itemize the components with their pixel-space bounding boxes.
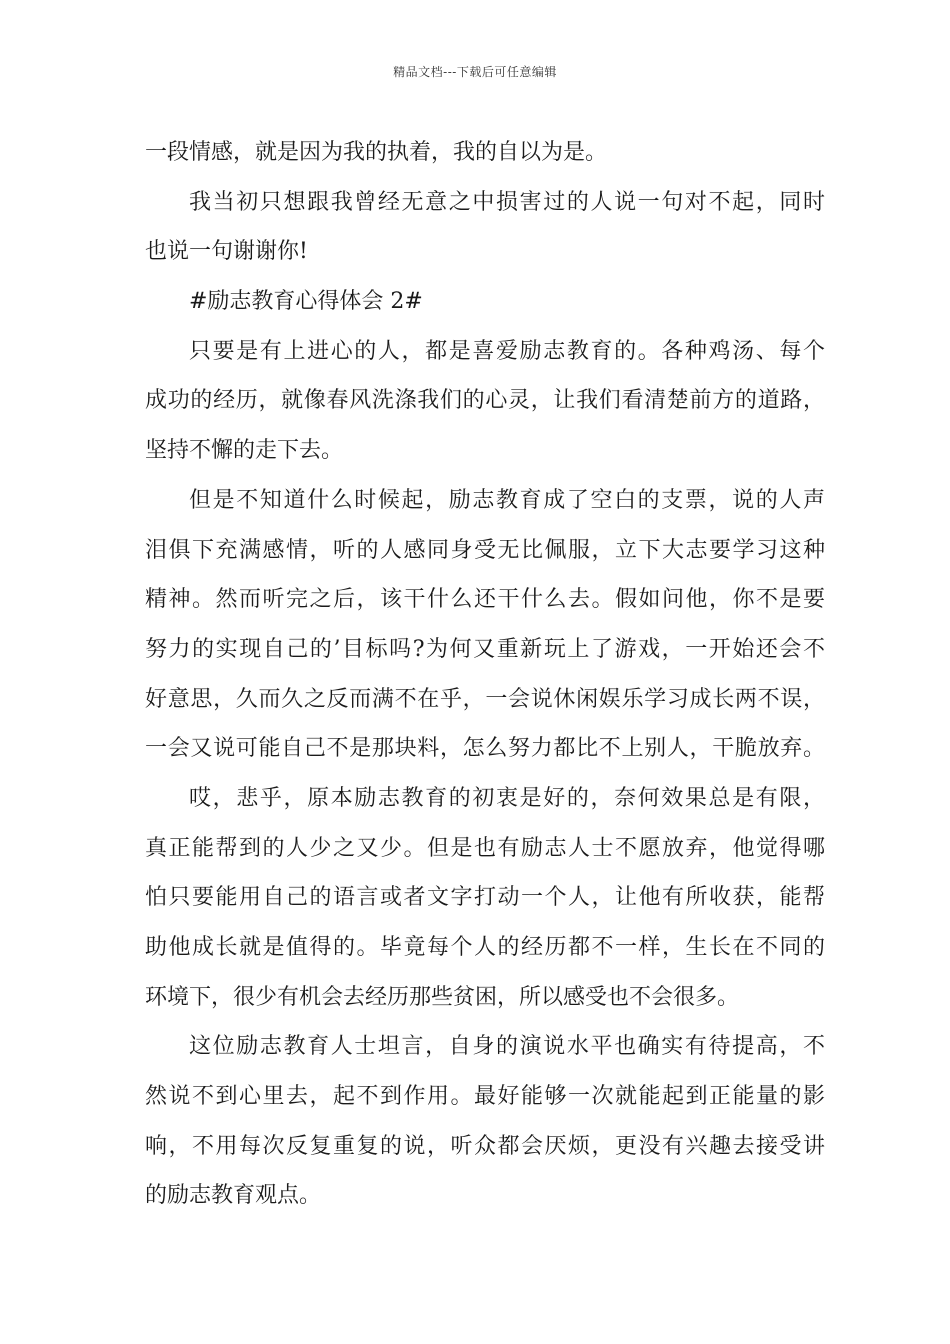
text-line: 坚持不懈的走下去。 xyxy=(145,438,344,464)
text-line: 我当初只想跟我曾经无意之中损害过的人说一句对不起，同时 xyxy=(189,189,825,215)
text-line: 但是不知道什么时候起，励志教育成了空白的支票，说的人声 xyxy=(189,487,825,513)
text-line: 只要是有上进心的人，都是喜爱励志教育的。各种鸡汤、每个 xyxy=(189,338,825,364)
text-line: 成功的经历，就像春风洗涤我们的心灵，让我们看清楚前方的道路， xyxy=(145,388,825,414)
text-line: 努力的实现自己的’目标吗?为何又重新玩上了游戏，一开始还会不 xyxy=(145,636,825,662)
text-line: 精神。然而听完之后，该干什么还干什么去。假如问他，你不是要 xyxy=(145,587,825,613)
text-line: 环境下，很少有机会去经历那些贫困，所以感受也不会很多。 xyxy=(145,984,740,1010)
text-line: 响，不用每次反复重复的说，听众都会厌烦，更没有兴趣去接受讲 xyxy=(145,1133,825,1159)
text-line: 泪俱下充满感情，听的人感同身受无比佩服，立下大志要学习这种 xyxy=(145,537,825,563)
text-line: 也说一句谢谢你! xyxy=(145,239,308,265)
text-line: 真正能帮到的人少之又少。但是也有励志人士不愿放弃，他觉得哪 xyxy=(145,835,825,861)
text-line: 这位励志教育人士坦言，自身的演说水平也确实有待提高，不 xyxy=(189,1034,825,1060)
text-line: 怕只要能用自己的语言或者文字打动一个人，让他有所收获，能帮 xyxy=(145,885,825,911)
document-body xyxy=(145,128,825,1221)
page-header: 精品文档---下载后可任意编辑 xyxy=(393,65,557,79)
text-line: 一会又说可能自己不是那块料，怎么努力都比不上别人，干脆放弃。 xyxy=(145,736,825,762)
text-line: 哎，悲乎，原本励志教育的初衷是好的，奈何效果总是有限， xyxy=(189,785,825,811)
text-line: 的励志教育观点。 xyxy=(145,1183,322,1209)
section-heading: #励志教育心得体会 2# xyxy=(189,289,423,315)
text-line: 助他成长就是值得的。毕竟每个人的经历都不一样，生长在不同的 xyxy=(145,935,825,960)
text-line: 一段情感，就是因为我的执着，我的自以为是。 xyxy=(145,140,608,165)
text-line: 好意思，久而久之反而满不在乎，一会说休闲娱乐学习成长两不误， xyxy=(145,686,825,712)
text-line: 然说不到心里去，起不到作用。最好能够一次就能起到正能量的影 xyxy=(145,1084,825,1110)
